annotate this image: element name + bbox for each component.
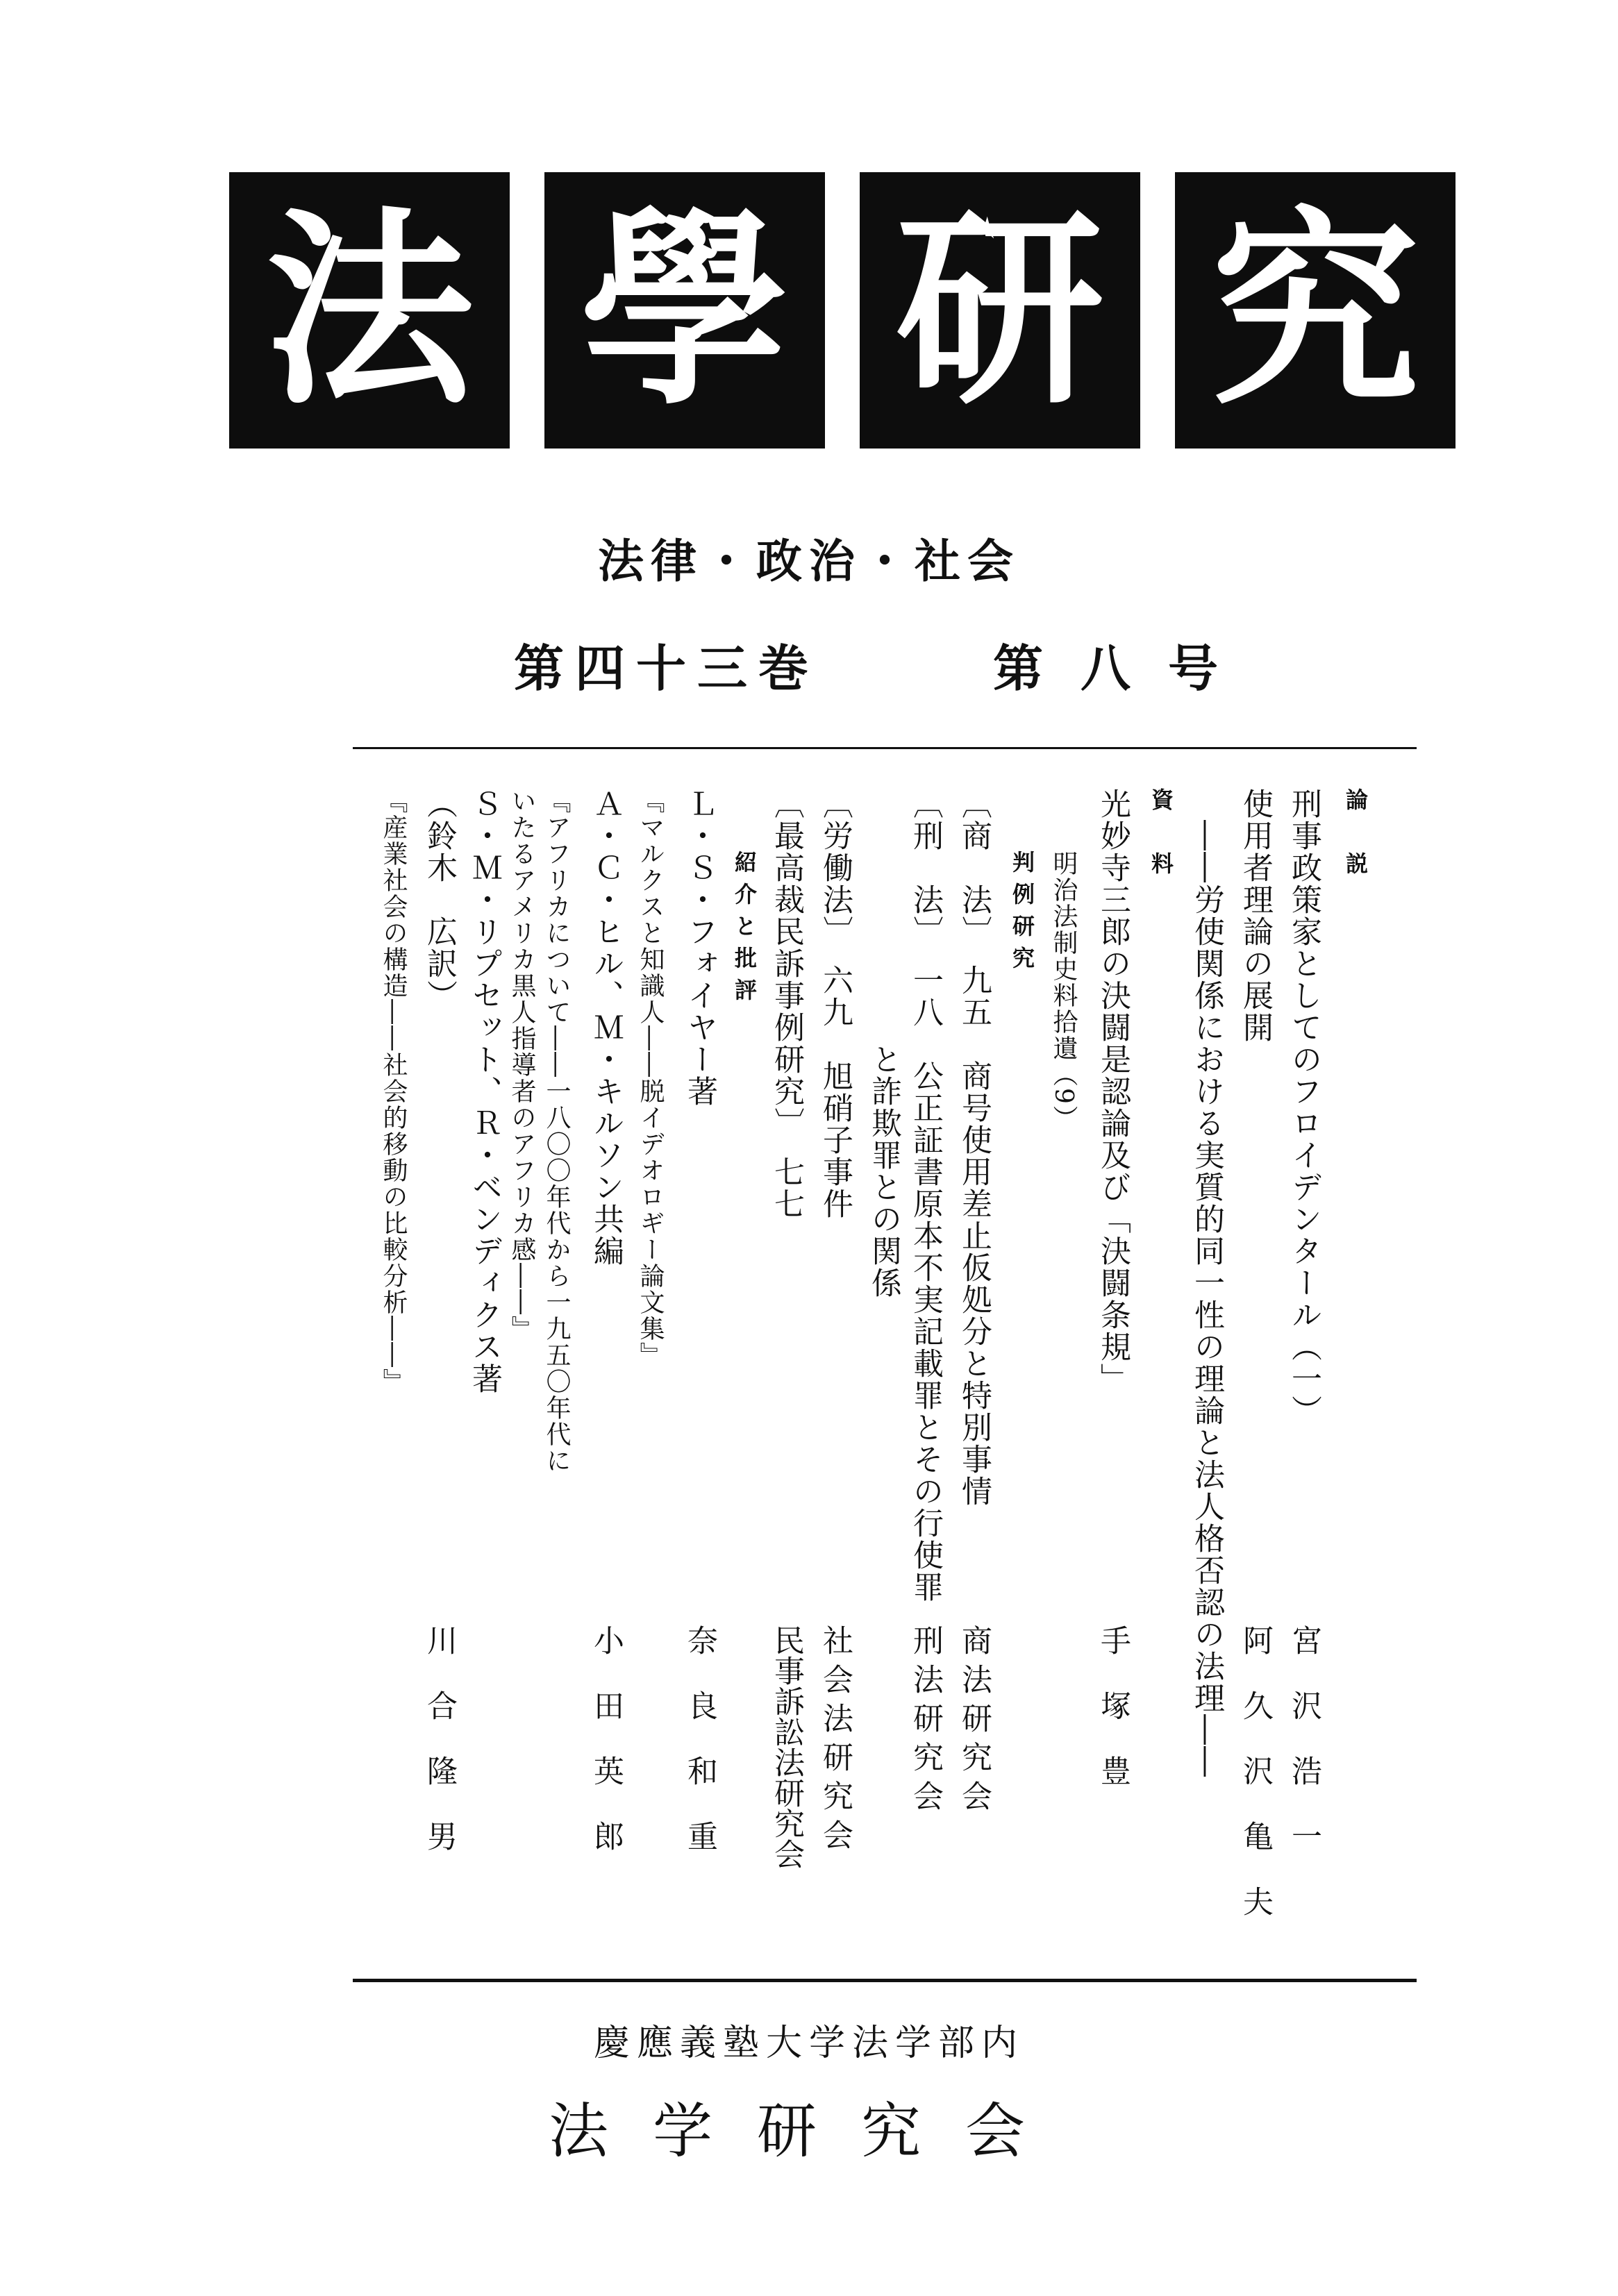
toc-column: [1233, 788, 1281, 1951]
toc-column: [632, 788, 681, 1941]
toc-column: [677, 788, 726, 1941]
publisher-affiliation: 慶應義塾大学法学部内: [593, 2022, 1024, 2064]
toc-text: 紹介と批評: [731, 850, 758, 1010]
toc-author: 商法研究会: [956, 1625, 992, 1819]
toc-text: ――労使関係における実質的同一性の理論と法人格否認の法理――: [1189, 788, 1224, 1778]
toc-text: 使用者理論の展開: [1237, 788, 1273, 1044]
toc-text: 〔労働法〕 六九 旭硝子事件: [817, 788, 853, 1220]
toc-text: 光妙寺三郎の決闘是認論及び「決闘条規」: [1095, 788, 1131, 1395]
toc-text: 論 説: [1342, 788, 1369, 884]
title-char: 研: [860, 172, 1140, 449]
toc-column: [375, 788, 424, 1941]
toc-text: 『マルクスと知識人――脱イデオロギー論文集』: [636, 788, 665, 1368]
toc-author: 川合隆男: [422, 1625, 457, 1886]
toc-text: 『産業社会の構造――社会的移動の比較分析――』: [379, 788, 408, 1395]
publisher-name: 法学研究会: [549, 2097, 1069, 2166]
title-char: 學: [544, 172, 825, 449]
toc-column: [903, 788, 951, 1941]
toc-column: [503, 788, 552, 1941]
toc-author: 小田英郎: [588, 1625, 624, 1886]
toc-text: 刑事政策家としてのフロイデンタール（一）: [1286, 788, 1321, 1427]
toc-text: Ｓ・Ｍ・リプセット、Ｒ・ベンディクス著: [467, 788, 502, 1395]
toc-text: と詐欺罪との関係: [866, 788, 901, 1299]
divider-top: [353, 747, 1417, 749]
toc-author: 刑法研究会: [908, 1625, 943, 1819]
toc-text: 明治法制史料拾遺（9）: [1049, 850, 1078, 1132]
toc-text: 判例研究: [1009, 850, 1035, 978]
volume-number: 第四十三巻: [514, 639, 820, 698]
toc-column: [812, 788, 861, 1941]
toc-author: 奈良和重: [682, 1625, 717, 1886]
toc-author: 社会法研究会: [817, 1625, 853, 1858]
toc-column: [1139, 788, 1187, 1941]
masthead-title: [229, 172, 1456, 449]
toc-text: 〔刑 法〕 一八 公正証書原本不実記載罪とその行使罪: [908, 788, 943, 1603]
toc-author: 手塚豊: [1095, 1625, 1131, 1820]
toc-column: [951, 788, 1000, 1941]
toc-text: Ａ・Ｃ・ヒル、Ｍ・キルソン共編: [588, 788, 624, 1267]
title-char: 法: [229, 172, 510, 449]
table-of-contents: [379, 788, 1403, 1951]
toc-column: [462, 788, 510, 1941]
toc-author: 民事訴訟法研究会: [769, 1625, 804, 1869]
toc-column: [1000, 788, 1049, 1941]
toc-text: いたるアメリカ黒人指導者のアフリカ感――』: [508, 788, 536, 1342]
toc-column: [764, 788, 812, 1941]
toc-text: Ｌ・Ｓ・フォイヤー著: [682, 788, 717, 1107]
divider-bottom: [353, 1979, 1417, 1982]
issue-number: 第八号: [993, 639, 1256, 698]
toc-text: 〔商 法〕 九五 商号使用差止仮処分と特別事情: [956, 788, 992, 1507]
toc-column: [722, 788, 771, 1941]
toc-column: [861, 788, 910, 1941]
toc-text: 『アフリカについて――一八〇〇年代から一九五〇年代に: [542, 788, 571, 1474]
toc-author: 宮沢浩一: [1286, 1625, 1321, 1886]
toc-author: 阿久沢亀夫: [1237, 1625, 1273, 1951]
toc-text: 〔最高裁民訴事例研究〕 七七: [769, 788, 804, 1220]
toc-text: 資 料: [1148, 788, 1174, 884]
subtitle: 法律・政治・社会: [598, 535, 1020, 588]
toc-column: [1090, 788, 1139, 1941]
toc-column: [1184, 788, 1233, 1941]
toc-column: [1333, 788, 1382, 1941]
toc-column: [1045, 788, 1094, 1941]
toc-column: [417, 788, 465, 1941]
toc-column: [583, 788, 632, 1941]
title-char: 究: [1175, 172, 1456, 449]
toc-text: （鈴木 広訳）: [422, 788, 457, 1012]
toc-column: [1281, 788, 1330, 1941]
